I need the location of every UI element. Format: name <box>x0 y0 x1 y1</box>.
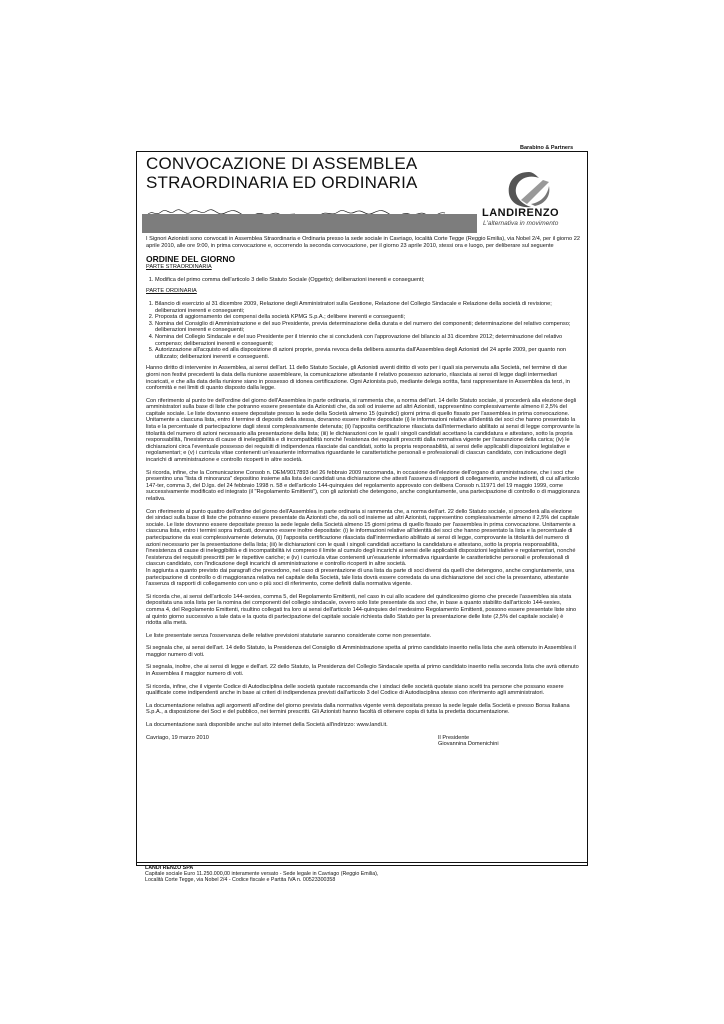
company-footer <box>136 862 588 883</box>
signatory <box>438 735 580 748</box>
footer-line: Capitale sociale Euro 11.250.000,00 interamente versato - Sede legale in Cavriago (Reggio Emilia), <box>145 871 379 877</box>
list-item: 1. Bilancio di esercizio al 31 dicembre 2009, Relazione degli Amministratori sulla Gestione, Relazione del Collegio Sindacale e Relazione della società di revisione; deliberazioni inerenti e conseguenti; <box>155 301 580 314</box>
brand-tagline: L'alternativa in movimento <box>483 220 559 227</box>
signoff <box>146 735 580 748</box>
paragraph: Si ricorda che, ai sensi dell'articolo 144-sexies, comma 5, del Regolamento Emittenti, nel caso in cui allo scadere del quindicesimo giorno che precede l'assemblea sia stata depositata una sola lista per la nomina dei componenti del collegio sindacale, ovvero solo liste presentate da soci che, in base a quanto stabilito dall'articolo 144-sexies, comma 4, del Regolamento Emittenti, risultino collegati tra loro ai sensi dell'articolo 144-quinquies del medesimo Regolamento Emittenti, possono essere presentate liste sino al quinto giorno successivo a tale data e la quota di partecipazione del capitale sociale richiesta dallo Statuto per la presentazione delle liste (2,5% del capitale sociale) è ridotta alla metà. <box>146 593 577 627</box>
paragraph: Hanno diritto di intervenire in Assemblea, ai sensi dell'art. 11 dello Statuto Sociale, gli Azionisti aventi diritto di voto per i quali sia pervenuta alla Società, nel termine di due giorni non festivi precedenti la data della riunione assembleare, la comunicazione attestante il relativo possesso azionario, rilasciata ai sensi di legge dagli intermediari incaricati, e che alla data della riunione siano in possesso di idonea certificazione. Ogni Azionista può, mediante delega scritta, farsi rappresentare in Assemblea da terzi, in conformità e nei limiti di quanto disposto dalla legge. <box>146 365 570 392</box>
paragraph: La documentazione relativa agli argomenti all'ordine del giorno prevista dalla normativa vigente verrà depositata presso la sede legale della Società e presso Borsa Italiana S.p.A., a disposizione dei Soci e del pubblico, nei termini prescritti. Gli Azionisti hanno facoltà di ottenere copia di tutta la predetta documentazione. <box>146 702 570 716</box>
notice-title: CONVOCAZIONE DI ASSEMBLEA STRAORDINARIA ED ORDINARIA <box>146 154 418 192</box>
footer-company: LANDI RENZO SPA <box>145 865 194 871</box>
paragraph: Le liste presentate senza l'osservanza delle relative previsioni statutarie saranno considerate come non presentate. <box>146 632 432 639</box>
list-item: 4. Nomina del Collegio Sindacale e del suo Presidente per il triennio che si concluderà con l'approvazione del bilancio al 31 dicembre 2012; determinazione del relativo compenso; deliberazioni inerenti e conseguenti; <box>155 334 580 347</box>
signatory-name: Giovannina Domenichini <box>438 741 499 748</box>
signatory-role: Il Presidente <box>438 734 470 741</box>
header-band <box>142 214 477 233</box>
ordinary-heading: PARTE ORDINARIA <box>146 288 197 295</box>
place-date: Cavriago, 19 marzo 2010 <box>146 734 209 741</box>
paragraph: Si ricorda, infine, che la Comunicazione Consob n. DEM/9017893 del 26 febbraio 2009 raccomanda, in occasione dell'elezione dell'organo di amministrazione, che i soci che presentino una "lista di minoranza" depositino insieme alla lista dei candidati una dichiarazione che attesti l'assenza di rapporti di collegamento, anche indiretti, di cui all'articolo 147-ter, comma 3, del D.lgs. del 24 febbraio 1998 n. 58 e dell'articolo 144-quinquies del regolamento approvato con delibera Consob n.11971 del 19 maggio 1999, come successivamente modificato ed integrato (il "Regolamento Emittenti"), con gli azionisti che detengono, anche congiuntamente, una partecipazione di controllo o di maggioranza relativa. <box>146 469 580 502</box>
notice-frame <box>136 151 588 866</box>
landirenzo-logo-icon <box>505 170 553 210</box>
paragraph: La documentazione sarà disponibile anche sul sito internet della Società all'indirizzo: www.landi.it. <box>146 722 388 729</box>
agenda-heading: ORDINE DEL GIORNO <box>146 254 236 265</box>
list-item: 3. Nomina del Consiglio di Amministrazione e del suo Presidente, previa determinazione della durata e del numero dei componenti; determinazione del relativo compenso; deliberazioni inerenti e conseguenti; <box>155 321 580 334</box>
list-item: 1. Modifica del primo comma dell'articolo 3 dello Statuto Sociale (Oggetto); deliberazioni inerenti e conseguenti; <box>155 277 580 284</box>
list-item: 2. Proposta di aggiornamento dei compensi della società KPMG S.p.A.; delibere inerenti e conseguenti; <box>155 314 580 321</box>
footer-line: Località Corte Tegge, via Nobel 2/4 - Codice fiscale e Partita IVA n. 00523300358 <box>145 877 336 883</box>
extraordinary-list <box>146 277 580 284</box>
notice-body <box>146 236 580 748</box>
paragraph: Con riferimento al punto quattro dell'ordine del giorno dell'Assemblea in parte ordinaria si rammenta che, a norma dell'art. 22 dello Statuto sociale, si procederà alla elezione dei sindaci sulla base di liste che potranno essere presentate da Azionisti che, da soli od insieme ad altri Azionisti, rappresentino complessivamente almeno il 2,5% del capitale sociale. Le liste dovranno essere depositate presso la sede legale della Società almeno 15 giorni prima di quello fissato per l'assemblea in prima convocazione. Unitamente a ciascuna lista, entro i termini sopra indicati, dovranno essere inoltre depositate: (i) le informazioni relative all'identità dei soci che hanno presentato la lista e la percentuale di partecipazione da essi complessivamente detenuta, (ii) l'apposita certificazione rilasciata dall'intermediario abilitato ai sensi di legge, comprovante la titolarità del numero di azioni necessario per la presentazione della lista; (iii) le dichiarazioni con le quali i singoli candidati accettano la candidatura e attestano, sotto la propria responsabilità, l'inesistenza di cause di ineleggibilità e di incompatibilità ivi compreso il limite al cumulo degli incarichi ai sensi delle applicabili disposizioni legislative e regolamentari, nonché l'esistenza dei requisiti prescritti per le rispettive cariche; e (iv) i curricula vitae contenenti un'esauriente informativa riguardante le caratteristiche personali e professionali di ciascun candidato, con l'indicazione degli incarichi di amministrazione e controllo ricoperti in altre società. In aggiunta a quanto previsto dai paragrafi che precedono, nel caso di presentazione di una lista da parte di soci diversi da quelli che detengono, anche congiuntamente, una partecipazione di controllo o di maggioranza relativa nel capitale della Società, tale lista dovrà essere corredata da una dichiarazione dei soci che la presentano, attestante l'assenza di rapporti di collegamento con uno o più soci di riferimento, come definiti dalla normativa vigente. <box>146 508 580 588</box>
paragraph: Si segnala, inoltre, che ai sensi di legge e dell'art. 22 dello Statuto, la Presidenza del Collegio Sindacale spetta al primo candidato inserito nella seconda lista che avrà ottenuto in Assemblea il maggior numero di voti. <box>146 664 579 678</box>
list-item: 5. Autorizzazione all'acquisto ed alla disposizione di azioni proprie, previa revoca della delibera assunta dall'Assemblea degli Azionisti del 24 aprile 2009, per quanto non utilizzato; deliberazioni inerenti e conseguenti. <box>155 347 580 360</box>
extraordinary-heading: PARTE STRAORDINARIA <box>146 264 212 271</box>
intro-paragraph: I Signori Azionisti sono convocati in Assemblea Straordinaria e Ordinaria presso la sede sociale in Cavriago, località Corte Tegge (Reggio Emilia), via Nobel 2/4, per il giorno 22 aprile 2010, alle ore 9:00, in prima convocazione e, occorrendo la seconda convocazione, per il giorno 23 aprile 2010, stessi ora e luogo, per deliberare sul seguente <box>146 236 580 249</box>
brand-name: LANDIRENZO <box>482 207 560 219</box>
ordinary-list <box>146 301 580 360</box>
paragraph: Si segnala che, ai sensi dell'art. 14 dello Statuto, la Presidenza del Consiglio di Amministrazione spetta al primo candidato inserito nella lista che avrà ottenuto in Assemblea il maggior numero di voti. <box>146 645 576 658</box>
agency-credit: Barabino & Partners <box>520 145 574 151</box>
paragraph: Si ricorda, infine, che il vigente Codice di Autodisciplina delle società quotate raccomanda che i sindaci delle società quotate siano scelti tra persone che possano essere qualificate come indipendenti anche in base ai criteri di indipendenza previsti dall'articolo 3 del Codice di Autodisciplina stesso con riferimento agli amministratori. <box>146 683 564 697</box>
paragraph: Con riferimento al punto tre dell'ordine del giorno dell'Assemblea in parte ordinaria, si rammenta che, a norma dell'art. 14 dello Statuto sociale, si procederà alla elezione degli amministratori sulla base di liste che potranno essere presentate da Azionisti che, da soli od insieme ad altri Azionisti, rappresentino complessivamente almeno il 2,5% del capitale sociale. Le liste dovranno essere depositate presso la sede della Società almeno 15 (quindici) giorni prima di quello fissato per l'assemblea in prima convocazione. Unitamente a ciascuna lista, entro il termine di deposito della stessa, dovranno essere inoltre depositate (i) le informazioni relative all'identità dei soci che hanno presentato la lista e la percentuale di partecipazione dagli stessi complessivamente detenuta; (ii) l'apposita certificazione rilasciata dall'intermediario abilitato ai sensi di legge comprovante la titolarità del numero di azioni necessario alla presentazione della lista; (iii) le dichiarazioni con le quali i singoli candidati accettano la candidatura e attestano, sotto la propria responsabilità, l'inesistenza di cause di ineleggibilità e di incompatibilità nonché l'esistenza dei requisiti prescritti dalla normativa vigente per l'assunzione della carica; (iv) le dichiarazioni circa l'eventuale possesso dei requisiti di indipendenza rilasciate dai candidati, sotto la propria responsabilità, ai sensi delle applicabili disposizioni legislative e regolamentari; e (v) i curricula vitae contenenti un'esauriente informativa riguardante le caratteristiche personali e professionali di ciascun candidato, con indicazione degli incarichi di amministrazione e controllo ricoperti in altre società. <box>146 397 580 464</box>
